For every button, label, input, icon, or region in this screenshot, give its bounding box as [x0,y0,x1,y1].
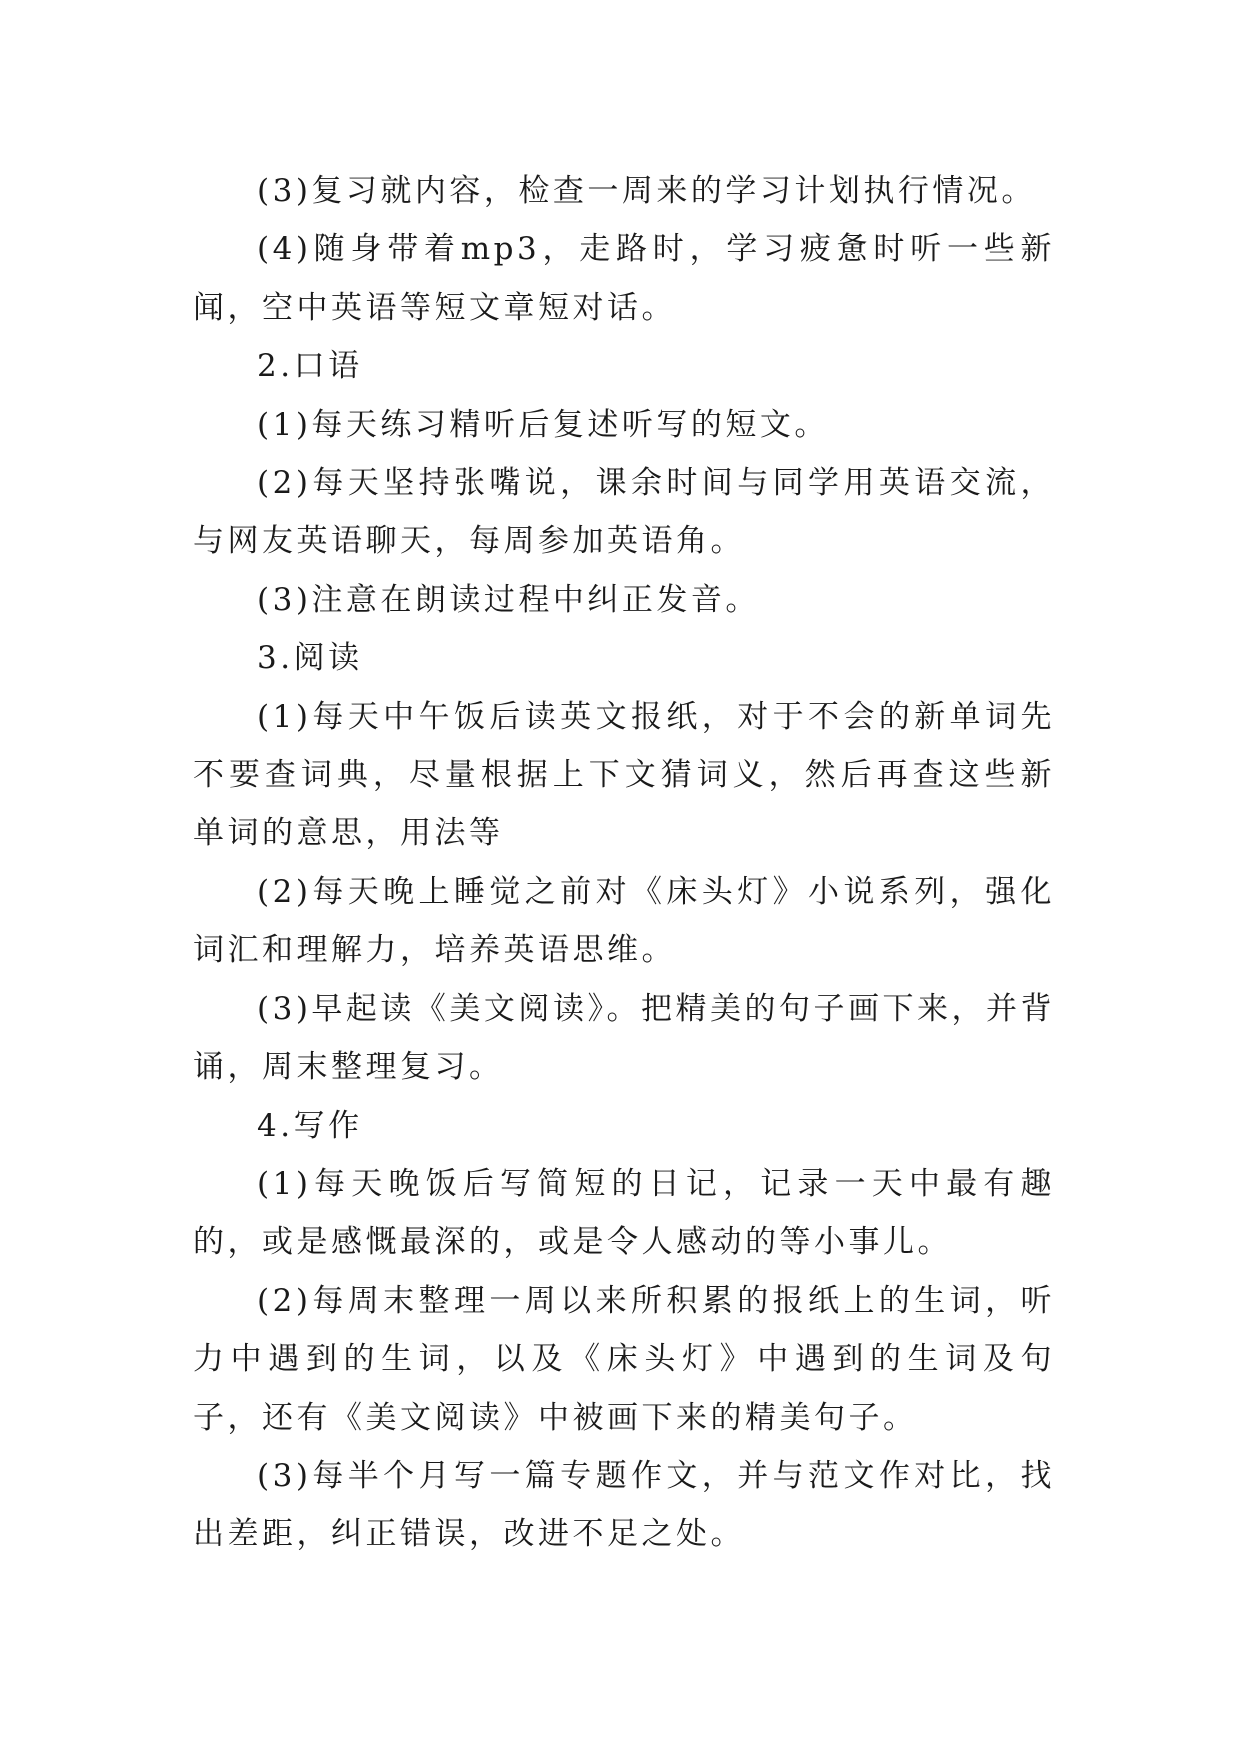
paragraph-reading-3: (3)早起读《美文阅读》。把精美的句子画下来，并背诵，周末整理复习。 [193,990,1055,1086]
paragraph-reading-2: (2)每天晚上睡觉之前对《床头灯》小说系列，强化词汇和理解力，培养英语思维。 [193,873,1055,969]
paragraph-writing-1: (1)每天晚饭后写简短的日记，记录一天中最有趣的，或是感慨最深的，或是令人感动的等小事儿。 [193,1165,1055,1261]
paragraph-writing-3: (3)每半个月写一篇专题作文，并与范文作对比，找出差距，纠正错误，改进不足之处。 [193,1457,1055,1553]
paragraph-mp3-listening: (4)随身带着mp3，走路时，学习疲惫时听一些新闻，空中英语等短文章短对话。 [193,231,1055,326]
heading-reading: 3.阅读 [257,640,363,677]
paragraph-reading-1: (1)每天中午饭后读英文报纸，对于不会的新单词先不要查词典，尽量根据上下文猜词义，然后再查这些新单词的意思，用法等 [193,698,1055,852]
paragraph-writing-2: (2)每周末整理一周以来所积累的报纸上的生词，听力中遇到的生词，以及《床头灯》中遇到的生词及句子，还有《美文阅读》中被画下来的精美句子。 [193,1282,1055,1436]
paragraph-speaking-2: (2)每天坚持张嘴说，课余时间与同学用英语交流，与网友英语聊天，每周参加英语角。 [193,465,1055,560]
paragraph-speaking-1: (1)每天练习精听后复述听写的短文。 [257,406,829,443]
paragraph-review-old-content: (3)复习就内容，检查一周来的学习计划执行情况。 [257,173,1036,209]
paragraph-speaking-3: (3)注意在朗读过程中纠正发音。 [257,581,760,618]
heading-writing: 4.写作 [257,1107,363,1144]
heading-speaking: 2.口语 [257,348,363,385]
document-page [193,162,1055,1564]
